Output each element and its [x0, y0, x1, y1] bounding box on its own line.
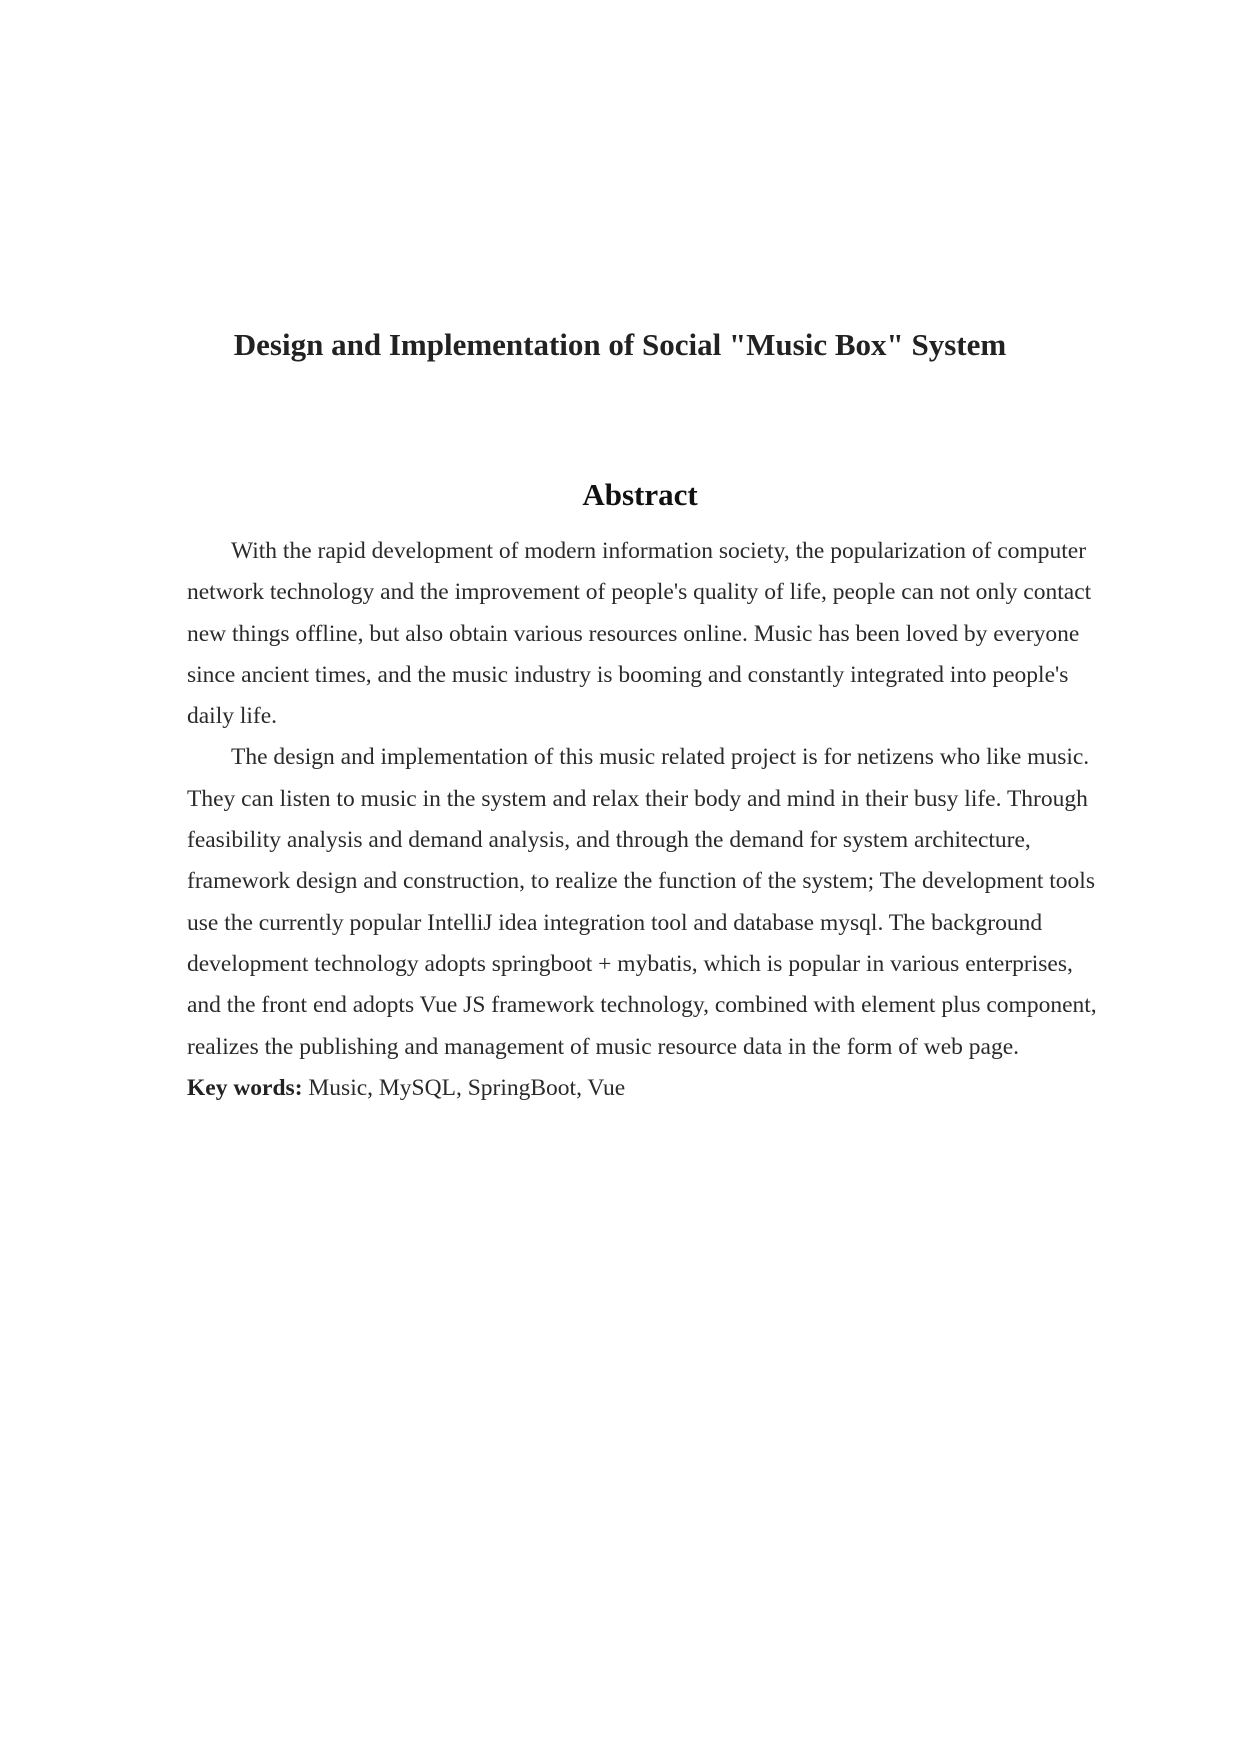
- document-title: Design and Implementation of Social "Music Box" System: [233, 327, 1007, 362]
- abstract-paragraph-2: The design and implementation of this music related project is for netizens who like music. They can listen to music in the system and relax their body and mind in their busy life. Through feasibility analysis and demand analysis, and through the demand for system architecture, framework design and construction, to realize the function of the system; The development tools use the currently popular IntelliJ idea integration tool and database mysql. The background development technology adopts springboot + mybatis, which is popular in various enterprises, and the front end adopts Vue JS framework technology, combined with element plus component, realizes the publishing and management of music resource data in the form of web page.: [187, 744, 1097, 1060]
- keywords-value: Music, MySQL, SpringBoot, Vue: [302, 1074, 626, 1101]
- abstract-paragraph-1: With the rapid development of modern information society, the popularization of computer network technology and the improvement of people's quality of life, people can not only contact new things offline, but also obtain various resources online. Music has been loved by everyone since ancient times, and the music industry is booming and constantly integrated into people's daily life.: [187, 538, 1092, 730]
- abstract-body: [187, 531, 1107, 1109]
- abstract-heading: Abstract: [582, 477, 698, 512]
- keywords-line: [187, 1068, 1107, 1109]
- keywords-label: Key words:: [187, 1074, 303, 1101]
